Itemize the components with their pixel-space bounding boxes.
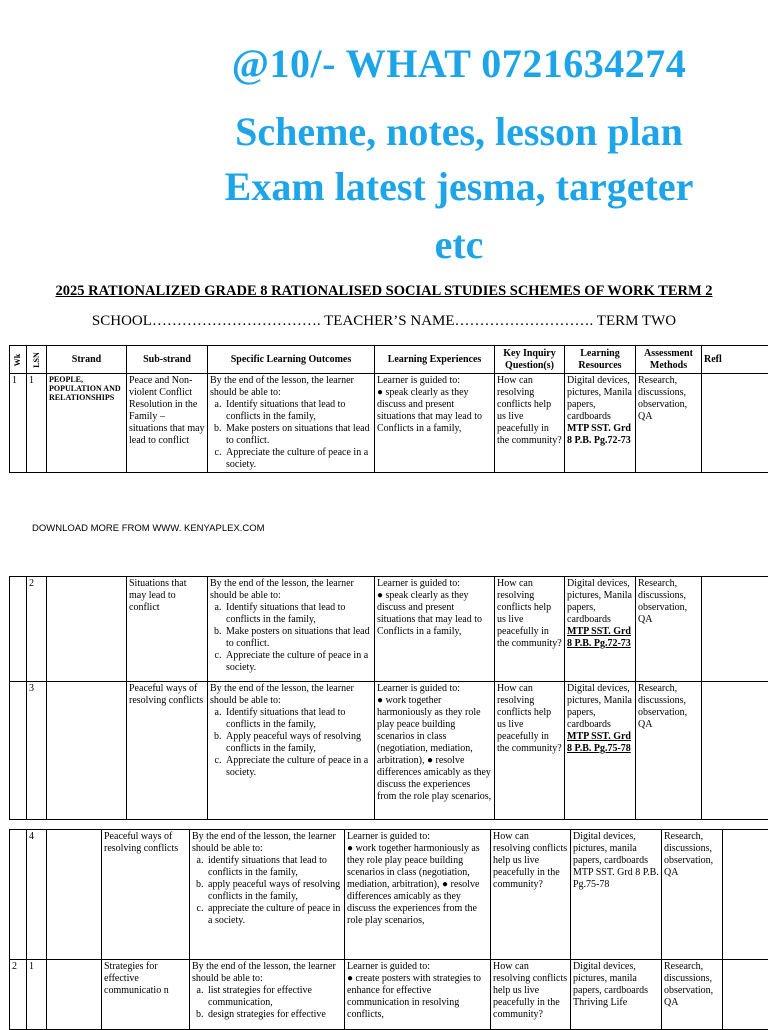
outcome-item: a. identify situations that lead to conflicts in the family, xyxy=(206,855,342,879)
outcomes-list xyxy=(210,602,372,674)
cell-experiences xyxy=(375,577,495,682)
outcome-item: c. Appreciate the culture of peace in a society. xyxy=(224,755,372,779)
experience-text: ● speak clearly as they discuss and present situations that may lead to Conflicts in a family, xyxy=(377,590,492,638)
cell-lsn: 1 xyxy=(27,960,47,1030)
outcomes-intro: By the end of the lesson, the learner should be able to: xyxy=(210,683,372,707)
cell-strand xyxy=(47,577,127,682)
cell-wk xyxy=(10,830,27,960)
resources-text: Digital devices, pictures, manila papers, cardboards xyxy=(573,961,659,997)
outcome-item: a. Identify situations that lead to conflicts in the family, xyxy=(224,399,372,423)
cell-strand: PEOPLE, POPULATION AND RELATIONSHIPS xyxy=(47,374,127,473)
cell-lsn: 1 xyxy=(27,374,47,473)
outcomes-list xyxy=(210,399,372,471)
experience-text: ● speak clearly as they discuss and present situations that may lead to Conflicts in a family, xyxy=(377,387,492,435)
guided-intro: Learner is guided to: xyxy=(377,683,492,695)
cell-refl xyxy=(702,682,768,820)
outcome-item: b. Apply peaceful ways of resolving conflicts in the family, xyxy=(224,731,372,755)
header-inquiry: Key Inquiry Question(s) xyxy=(495,346,565,374)
outcomes-intro: By the end of the lesson, the learner should be able to: xyxy=(210,578,372,602)
cell-assessment: Research, discussions, observation, QA xyxy=(662,960,723,1030)
header-assessment: Assessment Methods xyxy=(636,346,702,374)
guided-intro: Learner is guided to: xyxy=(377,375,492,387)
cell-experiences xyxy=(375,374,495,473)
cell-assessment: Research, discussions, observation, QA xyxy=(662,830,723,960)
outcomes-intro: By the end of the lesson, the learner should be able to: xyxy=(210,375,372,399)
resources-text: Digital devices, pictures, Manila papers, cardboards xyxy=(567,683,633,731)
outcome-item: b. apply peaceful ways of resolving conflicts in the family, xyxy=(206,879,342,903)
cell-outcomes xyxy=(208,577,375,682)
resources-ref: MTP SST. Grd 8 P.B. Pg.72-73 xyxy=(567,626,633,650)
resources-ref: MTP SST. Grd 8 P.B. Pg.75-78 xyxy=(567,731,633,755)
promo-line-3: Exam latest jesma, targeter xyxy=(0,163,768,210)
outcome-item: a. list strategies for effective communication, xyxy=(206,985,342,1009)
cell-wk: 2 xyxy=(10,960,27,1030)
cell-refl xyxy=(702,374,768,473)
table-row xyxy=(10,830,768,960)
cell-substrand: Situations that may lead to conflict xyxy=(127,577,208,682)
header-substrand: Sub-strand xyxy=(127,346,208,374)
header-strand: Strand xyxy=(47,346,127,374)
cell-refl xyxy=(723,960,768,1030)
experience-text: ● work together harmoniously as they role play peace building scenarios in class (negotiation, mediation, arbitration), ● resolve differences amicably as they discuss the experiences from the role play scenarios, xyxy=(377,695,492,803)
outcomes-intro: By the end of the lesson, the learner should be able to: xyxy=(192,961,342,985)
cell-inquiry: How can resolving conflicts help us live peacefully in the community? xyxy=(495,374,565,473)
table-row xyxy=(10,682,768,820)
outcome-item: b. Make posters on situations that lead to conflict. xyxy=(224,626,372,650)
outcome-item: b. Make posters on situations that lead to conflict. xyxy=(224,423,372,447)
cell-outcomes xyxy=(190,960,345,1030)
cell-refl xyxy=(702,577,768,682)
header-outcomes: Specific Learning Outcomes xyxy=(208,346,375,374)
experience-text: ● create posters with strategies to enhance for effective communication in resolving conflicts, xyxy=(347,973,488,1021)
guided-intro: Learner is guided to: xyxy=(347,961,488,973)
promo-phone-line: @10/- WHAT 0721634274 xyxy=(0,40,768,87)
header-refl: Refl xyxy=(702,346,768,374)
cell-wk: 1 xyxy=(10,374,27,473)
outcomes-list xyxy=(192,855,342,927)
cell-experiences xyxy=(345,960,491,1030)
cell-assessment: Research, discussions, observation, QA xyxy=(636,682,702,820)
resources-text: Digital devices, pictures, Manila papers, cardboards xyxy=(567,375,633,423)
cell-inquiry: How can resolving conflicts help us live peacefully in the community? xyxy=(491,960,571,1030)
table-row xyxy=(10,577,768,682)
cell-experiences xyxy=(345,830,491,960)
cell-outcomes xyxy=(190,830,345,960)
cell-assessment: Research, discussions, observation, QA xyxy=(636,577,702,682)
cell-wk xyxy=(10,577,27,682)
outcome-item: a. Identify situations that lead to conflicts in the family, xyxy=(224,707,372,731)
cell-inquiry: How can resolving conflicts help us live peacefully in the community? xyxy=(495,682,565,820)
experience-text: ● work together harmoniously as they role play peace building scenarios in class (negotiation, mediation, arbitration), ● resolve differences amicably as they discuss the experiences from the role play scenarios, xyxy=(347,843,488,927)
cell-strand xyxy=(47,682,127,820)
cell-substrand: Peaceful ways of resolving conflicts xyxy=(127,682,208,820)
outcomes-list xyxy=(192,985,342,1021)
cell-wk xyxy=(10,682,27,820)
cell-inquiry: How can resolving conflicts help us live peacefully in the community? xyxy=(491,830,571,960)
promo-line-2: Scheme, notes, lesson plan xyxy=(0,108,768,155)
guided-intro: Learner is guided to: xyxy=(347,831,488,843)
cell-lsn: 4 xyxy=(27,830,47,960)
cell-substrand: Peaceful ways of resolving conflicts xyxy=(102,830,190,960)
document-title: 2025 RATIONALIZED GRADE 8 RATIONALISED SOCIAL STUDIES SCHEMES OF WORK TERM 2 xyxy=(0,283,768,300)
guided-intro: Learner is guided to: xyxy=(377,578,492,590)
resources-ref: MTP SST. Grd 8 P.B. Pg.72-73 xyxy=(567,423,633,447)
cell-strand xyxy=(47,830,102,960)
cell-inquiry: How can resolving conflicts help us live peacefully in the community? xyxy=(495,577,565,682)
promo-line-4: etc xyxy=(0,221,768,268)
outcome-item: c. Appreciate the culture of peace in a society. xyxy=(224,650,372,674)
cell-resources xyxy=(571,960,662,1030)
scheme-table-page-1 xyxy=(9,345,768,473)
header-experiences: Learning Experiences xyxy=(375,346,495,374)
header-lsn: LSN xyxy=(27,346,47,374)
school-teacher-line: SCHOOL……………………………. TEACHER’S NAME………………………. TERM TWO xyxy=(0,313,768,330)
outcomes-list xyxy=(210,707,372,779)
cell-substrand: Strategies for effective communicatio n xyxy=(102,960,190,1030)
cell-resources xyxy=(565,682,636,820)
scheme-table-page-3 xyxy=(9,829,768,1030)
header-resources: Learning Resources xyxy=(565,346,636,374)
outcome-item: a. Identify situations that lead to conflicts in the family, xyxy=(224,602,372,626)
resources-ref: MTP SST. Grd 8 P.B. Pg.75-78 xyxy=(573,867,659,891)
cell-experiences xyxy=(375,682,495,820)
outcome-item: b. design strategies for effective xyxy=(206,1009,342,1021)
resources-text: Digital devices, pictures, Manila papers, cardboards xyxy=(567,578,633,626)
outcome-item: c. appreciate the culture of peace in a society. xyxy=(206,903,342,927)
scheme-table-page-2 xyxy=(9,576,768,820)
outcomes-intro: By the end of the lesson, the learner should be able to: xyxy=(192,831,342,855)
cell-substrand: Peace and Non- violent Conflict Resolution in the Family – situations that may lead to conflict xyxy=(127,374,208,473)
cell-refl xyxy=(723,830,768,960)
resources-text: Digital devices, pictures, manila papers, cardboards xyxy=(573,831,659,867)
download-note: DOWNLOAD MORE FROM WWW. KENYAPLEX.COM xyxy=(32,523,265,534)
table-row xyxy=(10,374,768,473)
table-row xyxy=(10,960,768,1030)
resources-ref: Thriving Life xyxy=(573,997,659,1009)
cell-strand xyxy=(47,960,102,1030)
cell-resources xyxy=(571,830,662,960)
header-row xyxy=(10,346,768,374)
header-wk: Wk xyxy=(10,346,27,374)
cell-outcomes xyxy=(208,374,375,473)
cell-lsn: 2 xyxy=(27,577,47,682)
outcome-item: c. Appreciate the culture of peace in a society. xyxy=(224,447,372,471)
cell-lsn: 3 xyxy=(27,682,47,820)
cell-resources xyxy=(565,374,636,473)
cell-resources xyxy=(565,577,636,682)
cell-outcomes xyxy=(208,682,375,820)
cell-assessment: Research, discussions, observation, QA xyxy=(636,374,702,473)
